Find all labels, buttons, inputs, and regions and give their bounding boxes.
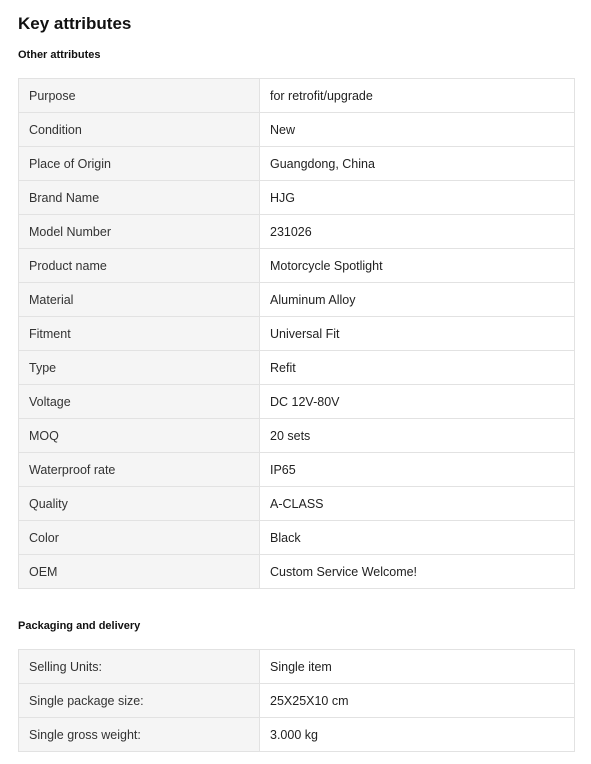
attribute-value: for retrofit/upgrade (260, 79, 575, 113)
attribute-label: Condition (19, 113, 260, 147)
attribute-value: IP65 (260, 453, 575, 487)
attribute-value: Refit (260, 351, 575, 385)
table-row (19, 351, 575, 385)
table-row (19, 283, 575, 317)
attribute-label: Color (19, 521, 260, 555)
attribute-label: MOQ (19, 419, 260, 453)
attribute-value: 3.000 kg (260, 718, 575, 752)
attribute-label: Single package size: (19, 684, 260, 718)
table-row (19, 718, 575, 752)
other-attributes-table (18, 78, 575, 589)
table-row (19, 79, 575, 113)
section-title-packaging-delivery: Packaging and delivery (18, 620, 141, 632)
attribute-value: 20 sets (260, 419, 575, 453)
table-row (19, 684, 575, 718)
table-row (19, 181, 575, 215)
attribute-value: Guangdong, China (260, 147, 575, 181)
attribute-value: New (260, 113, 575, 147)
attribute-label: Waterproof rate (19, 453, 260, 487)
table-row (19, 650, 575, 684)
attribute-value: Custom Service Welcome! (260, 555, 575, 589)
attribute-label: Place of Origin (19, 147, 260, 181)
attribute-label: Single gross weight: (19, 718, 260, 752)
attribute-label: Voltage (19, 385, 260, 419)
attribute-label: OEM (19, 555, 260, 589)
attribute-label: Selling Units: (19, 650, 260, 684)
attribute-label: Product name (19, 249, 260, 283)
attribute-label: Quality (19, 487, 260, 521)
table-row (19, 317, 575, 351)
attribute-value: HJG (260, 181, 575, 215)
section-title-other-attributes: Other attributes (18, 49, 101, 61)
table-row (19, 419, 575, 453)
table-row (19, 521, 575, 555)
table-row (19, 385, 575, 419)
attribute-value: Universal Fit (260, 317, 575, 351)
attribute-value: Black (260, 521, 575, 555)
attribute-value: DC 12V-80V (260, 385, 575, 419)
page-title: Key attributes (18, 14, 132, 33)
table-row (19, 487, 575, 521)
attribute-label: Fitment (19, 317, 260, 351)
table-row (19, 555, 575, 589)
attribute-label: Type (19, 351, 260, 385)
table-row (19, 147, 575, 181)
packaging-delivery-table (18, 649, 575, 752)
table-row (19, 453, 575, 487)
attribute-label: Model Number (19, 215, 260, 249)
attribute-value: 25X25X10 cm (260, 684, 575, 718)
attribute-value: Single item (260, 650, 575, 684)
attribute-label: Material (19, 283, 260, 317)
attribute-value: 231026 (260, 215, 575, 249)
table-row (19, 249, 575, 283)
attribute-value: Motorcycle Spotlight (260, 249, 575, 283)
table-row (19, 215, 575, 249)
attribute-value: A-CLASS (260, 487, 575, 521)
table-row (19, 113, 575, 147)
attribute-label: Purpose (19, 79, 260, 113)
attribute-value: Aluminum Alloy (260, 283, 575, 317)
attribute-label: Brand Name (19, 181, 260, 215)
